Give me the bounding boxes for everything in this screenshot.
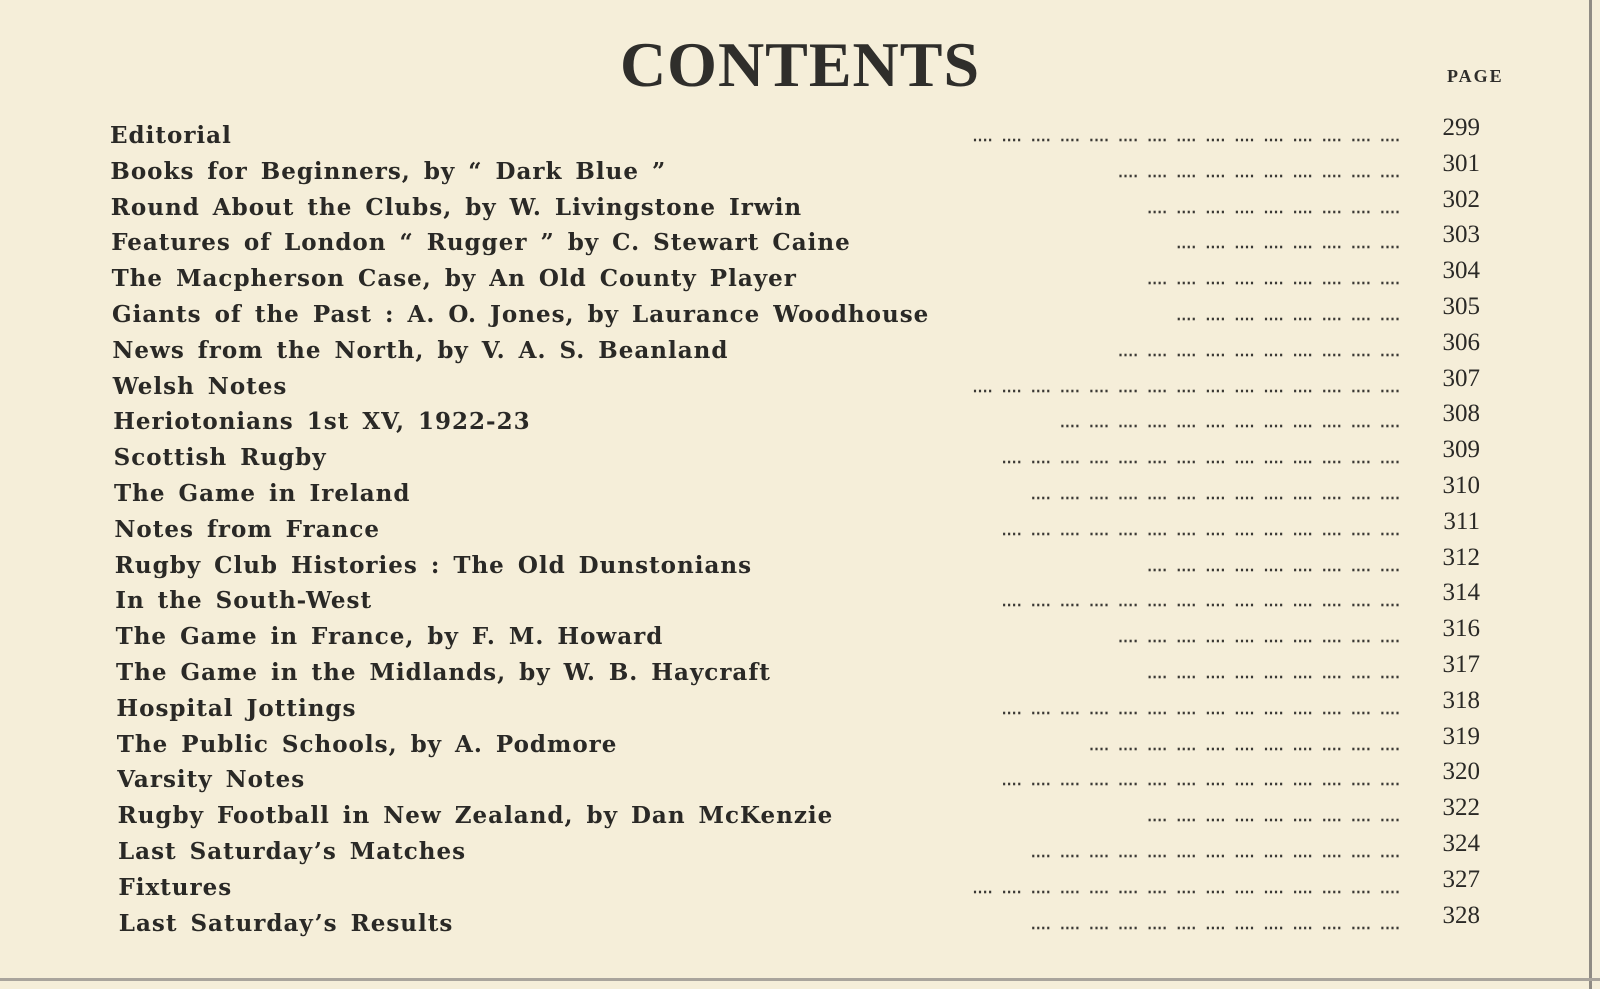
toc-entry [110,185,1500,228]
toc-entry-title: Features of London “ Rugger ” by C. Stewart Caine [111,229,851,257]
toc-entry [118,829,1500,872]
toc-entry-page: 302 [1442,185,1480,213]
toc-entry-page: 328 [1442,901,1480,929]
toc-entry [112,292,1500,335]
toc-entry [112,364,1500,407]
toc-entry-title: Books for Beginners, by “ Dark Blue ” [110,157,667,185]
toc-entry [110,149,1500,192]
dot-leader: ․․․․ ․․․․ ․․․․ ․․․․ ․․․․ ․․․․ ․․․․ ․․․․ ․․․․ ․․․․ ․․․․ ․․․․ ․․․․ [1030,842,1400,861]
toc-entry-title: In the South-West [115,587,373,615]
toc-entry [116,722,1500,765]
page-edge-bottom [0,978,1600,981]
toc-entry-title: Giants of the Past : A. O. Jones, by Laurance Woodhouse [112,300,930,328]
toc-entry-page: 322 [1442,794,1480,822]
toc-entry-page: 307 [1442,364,1480,392]
toc-entry-title: The Game in Ireland [114,479,411,507]
toc-entry-page: 306 [1442,328,1480,356]
dot-leader: ․․․․ ․․․․ ․․․․ ․․․․ ․․․․ ․․․․ ․․․․ ․․․․ ․․․․ [1147,270,1400,289]
dot-leader: ․․․․ ․․․․ ․․․․ ․․․․ ․․․․ ․․․․ ․․․․ ․․․․ ․․․․ ․․․․ ․․․․ ․․․․ ․․․․ ․․․․ [1001,449,1400,468]
toc-entry-page: 312 [1442,543,1480,571]
toc-entry-title: The Game in the Midlands, by W. B. Haycraft [116,658,771,686]
dot-leader: ․․․․ ․․․․ ․․․․ ․․․․ ․․․․ ․․․․ ․․․․ ․․․․ ․․․․ ․․․․ ․․․․ ․․․․ ․․․․ ․․․․ [1001,520,1400,539]
toc-entry-page: 304 [1442,257,1480,285]
toc-entry-title: The Game in France, by F. M. Howard [115,623,664,651]
toc-entry [115,579,1500,621]
toc-entry [118,901,1500,944]
toc-entry-page: 324 [1442,829,1480,857]
toc-entry-page: 305 [1442,292,1480,320]
dot-leader: ․․․․ ․․․․ ․․․․ ․․․․ ․․․․ ․․․․ ․․․․ ․․․․ ․․․․ ․․․․ ․․․․ ․․․․ ․․․․ ․․․․ [1001,771,1400,790]
toc-entry [114,543,1500,586]
toc-entry-page: 311 [1443,507,1480,535]
toc-entry [113,400,1500,442]
dot-leader: ․․․․ ․․․․ ․․․․ ․․․․ ․․․․ ․․․․ ․․․․ ․․․․ ․․․․ ․․․․ ․․․․ ․․․․ ․․․․ [1030,914,1400,933]
toc-entry-title: Last Saturday’s Results [118,909,454,937]
toc-entry-page: 327 [1442,865,1480,893]
toc-entry-page: 319 [1442,722,1480,750]
page-title: CONTENTS [619,29,981,100]
toc-entry [114,507,1500,550]
dot-leader: ․․․․ ․․․․ ․․․․ ․․․․ ․․․․ ․․․․ ․․․․ ․․․․ ․․․․ ․․․․ ․․․․ [1088,735,1400,754]
dot-leader: ․․․․ ․․․․ ․․․․ ․․․․ ․․․․ ․․․․ ․․․․ ․․․․ ․․․․ ․․․․ ․․․․ ․․․․ ․․․․ ․․․․ ․․․․ [972,377,1400,396]
toc-entry-page: 303 [1442,221,1480,249]
toc-entry [113,436,1500,478]
toc-entry-page: 308 [1442,400,1480,428]
toc-entry-title: The Macpherson Case, by An Old County Player [111,265,797,293]
toc-entry-page: 318 [1442,686,1480,714]
dot-leader: ․․․․ ․․․․ ․․․․ ․․․․ ․․․․ ․․․․ ․․․․ ․․․․ [1176,305,1400,324]
toc-entry [111,257,1500,299]
toc-entry-title: Scottish Rugby [113,444,327,472]
toc-entry-page: 317 [1442,650,1480,678]
page-edge-right [1589,0,1592,989]
dot-leader: ․․․․ ․․․․ ․․․․ ․․․․ ․․․․ ․․․․ ․․․․ ․․․․ ․․․․ ․․․․ ․․․․ ․․․․ ․․․․ ․․․․ [1001,592,1400,611]
dot-leader: ․․․․ ․․․․ ․․․․ ․․․․ ․․․․ ․․․․ ․․․․ ․․․․ ․․․․ ․․․․ ․․․․ ․․․․ ․․․․ ․․․․ ․․․․ [972,127,1400,145]
toc-entry-page: 320 [1442,758,1480,786]
page-column-label: PAGE [1447,66,1504,86]
toc-entry [111,221,1500,263]
toc-entry [116,650,1500,693]
dot-leader: ․․․․ ․․․․ ․․․․ ․․․․ ․․․․ ․․․․ ․․․․ ․․․․ ․․․․ ․․․․ ․․․․ ․․․․ [1059,413,1400,432]
toc-entry [115,615,1500,657]
toc-entry-title: The Public Schools, by A. Podmore [116,730,618,758]
toc-entry-title: Editorial [110,122,232,149]
toc-entry-title: News from the North, by V. A. S. Beanland [112,336,729,364]
contents-list [110,114,1500,943]
toc-entry [112,328,1500,371]
toc-entry-title: Last Saturday’s Matches [118,837,467,865]
toc-entry [110,114,1500,156]
toc-entry-page: 301 [1442,149,1480,177]
toc-entry [117,758,1500,800]
toc-entry-title: Hospital Jottings [116,694,357,722]
toc-entry-page: 309 [1442,436,1480,464]
dot-leader: ․․․․ ․․․․ ․․․․ ․․․․ ․․․․ ․․․․ ․․․․ ․․․․ ․․․․ ․․․․ [1118,162,1400,181]
toc-entry-title: Round About the Clubs, by W. Livingstone Irwin [110,193,803,221]
toc-entry-page: 310 [1442,471,1480,499]
dot-leader: ․․․․ ․․․․ ․․․․ ․․․․ ․․․․ ․․․․ ․․․․ ․․․․ ․․․․ ․․․․ ․․․․ ․․․․ ․․․․ ․․․․ ․․․․ [972,878,1400,897]
toc-entry-title: Notes from France [114,515,380,543]
dot-leader: ․․․․ ․․․․ ․․․․ ․․․․ ․․․․ ․․․․ ․․․․ ․․․․ ․․․․ [1147,807,1400,826]
toc-entry-title: Fixtures [118,873,233,901]
toc-entry-page: 316 [1442,615,1480,643]
dot-leader: ․․․․ ․․․․ ․․․․ ․․․․ ․․․․ ․․․․ ․․․․ ․․․․ ․․․․ ․․․․ [1118,341,1400,360]
toc-entry-title: Rugby Club Histories : The Old Dunstonians [114,551,753,579]
dot-leader: ․․․․ ․․․․ ․․․․ ․․․․ ․․․․ ․․․․ ․․․․ ․․․․ ․․․․ [1147,663,1400,682]
dot-leader: ․․․․ ․․․․ ․․․․ ․․․․ ․․․․ ․․․․ ․․․․ ․․․․ ․․․․ ․․․․ ․․․․ ․․․․ ․․․․ ․․․․ [1001,699,1400,718]
toc-entry-title: Rugby Football in New Zealand, by Dan McKenzie [117,802,834,830]
toc-entry [114,471,1500,514]
dot-leader: ․․․․ ․․․․ ․․․․ ․․․․ ․․․․ ․․․․ ․․․․ ․․․․ ․․․․ [1147,198,1400,217]
dot-leader: ․․․․ ․․․․ ․․․․ ․․․․ ․․․․ ․․․․ ․․․․ ․․․․ ․․․․ [1147,556,1400,575]
toc-entry [117,794,1500,836]
dot-leader: ․․․․ ․․․․ ․․․․ ․․․․ ․․․․ ․․․․ ․․․․ ․․․․ [1176,234,1400,253]
dot-leader: ․․․․ ․․․․ ․․․․ ․․․․ ․․․․ ․․․․ ․․․․ ․․․․ ․․․․ ․․․․ [1118,628,1400,647]
toc-entry [118,865,1500,908]
toc-entry-page: 314 [1442,579,1480,607]
toc-entry-title: Heriotonians 1st XV, 1922-23 [113,408,531,436]
toc-entry [116,686,1500,729]
toc-entry-title: Welsh Notes [112,372,288,400]
toc-entry-title: Varsity Notes [117,766,306,794]
dot-leader: ․․․․ ․․․․ ․․․․ ․․․․ ․․․․ ․․․․ ․․․․ ․․․․ ․․․․ ․․․․ ․․․․ ․․․․ ․․․․ [1030,484,1400,503]
toc-entry-page: 299 [1442,114,1480,141]
